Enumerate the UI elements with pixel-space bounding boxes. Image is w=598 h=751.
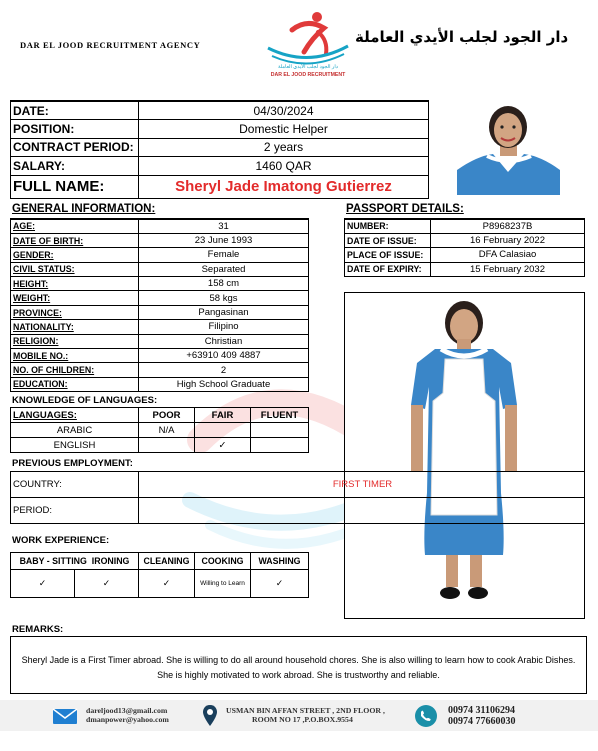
column-header: FAIR: [195, 408, 251, 423]
skill-value: ✓: [139, 570, 195, 598]
table-header-row: [11, 408, 309, 423]
full-name-row: [11, 175, 429, 198]
phone-number[interactable]: 00974 77660030: [448, 716, 516, 727]
field-label: PROVINCE:: [11, 305, 139, 319]
field-value: 16 February 2022: [431, 233, 585, 247]
language-fluent: [251, 438, 309, 453]
column-header: LANGUAGES:: [11, 408, 139, 423]
field-value: Christian: [139, 334, 309, 348]
summary-label: CONTRACT PERIOD:: [11, 138, 139, 157]
field-label: GENDER:: [11, 248, 139, 262]
remarks-line: Sheryl Jade is a First Timer abroad. She is willing to do all around household chores. She is also willing to learn how to cook Arabic Dishes.: [21, 655, 576, 665]
summary-row: [11, 138, 429, 157]
table-header-row: [11, 553, 309, 570]
table-row: [11, 377, 309, 391]
table-row: [345, 262, 585, 276]
field-label: NO. OF CHILDREN:: [11, 363, 139, 377]
full-body-photo: [344, 292, 585, 619]
agency-name-en: DAR EL JOOD RECRUITMENT AGENCY: [20, 40, 201, 50]
footer-email[interactable]: [86, 706, 169, 724]
column-header: CLEANING: [139, 553, 195, 570]
column-header: FLUENT: [251, 408, 309, 423]
language-poor: N/A: [139, 423, 195, 438]
table-row: [11, 320, 309, 334]
field-value: DFA Calasiao: [431, 248, 585, 262]
field-value: 2: [139, 363, 309, 377]
language-name: ENGLISH: [11, 438, 139, 453]
work-experience-table: [10, 552, 309, 598]
field-value: 31: [139, 219, 309, 233]
field-label: MOBILE NO.:: [11, 349, 139, 363]
field-value: +63910 409 4887: [139, 349, 309, 363]
column-header: POOR: [139, 408, 195, 423]
logo-text-ar: دار الجود لجلب الأيدي العاملة: [278, 64, 338, 70]
field-label: NUMBER:: [345, 219, 431, 233]
table-row: [11, 277, 309, 291]
full-name-label: FULL NAME:: [11, 175, 139, 198]
summary-label: POSITION:: [11, 120, 139, 139]
full-name-value: Sheryl Jade Imatong Gutierrez: [139, 175, 429, 198]
table-row: [345, 233, 585, 247]
table-row: [345, 219, 585, 233]
summary-table: [10, 100, 429, 199]
field-label: AGE:: [11, 219, 139, 233]
language-fair: ✓: [195, 438, 251, 453]
phone-number[interactable]: 00974 31106294: [448, 705, 515, 716]
field-label: WEIGHT:: [11, 291, 139, 305]
language-fair: [195, 423, 251, 438]
table-row: [11, 291, 309, 305]
table-row: [11, 262, 309, 276]
field-label: DATE OF ISSUE:: [345, 233, 431, 247]
skill-value: Willing to Learn: [195, 570, 251, 598]
field-label: CIVIL STATUS:: [11, 262, 139, 276]
phone-icon: [414, 704, 438, 728]
work-experience-title: WORK EXPERIENCE:: [12, 535, 110, 546]
portrait-photo: [457, 100, 560, 195]
general-info-table: [10, 218, 309, 392]
column-header: IRONING: [91, 556, 130, 566]
field-value: 58 kgs: [139, 291, 309, 305]
table-row: [11, 305, 309, 319]
logo-text-en: DAR EL JOOD RECRUITMENT: [270, 72, 346, 78]
field-label: NATIONALITY:: [11, 320, 139, 334]
skill-value: ✓: [11, 570, 75, 598]
agency-logo: [262, 8, 354, 66]
language-name: ARABIC: [11, 423, 139, 438]
email-secondary[interactable]: dmanpower@yahoo.com: [86, 715, 169, 724]
field-label: DATE OF EXPIRY:: [345, 262, 431, 276]
field-value: 158 cm: [139, 277, 309, 291]
table-row: [11, 248, 309, 262]
table-row: [11, 498, 585, 524]
table-row: [11, 438, 309, 453]
address-line: USMAN BIN AFFAN STREET , 2ND FLOOR ,: [226, 706, 385, 715]
summary-row: [11, 120, 429, 139]
location-pin-icon: [202, 704, 218, 728]
field-label: EDUCATION:: [11, 377, 139, 391]
language-poor: [139, 438, 195, 453]
field-value: 15 February 2032: [431, 262, 585, 276]
footer-phones[interactable]: [448, 705, 516, 727]
field-value: Female: [139, 248, 309, 262]
field-value: P8968237B: [431, 219, 585, 233]
field-value: High School Graduate: [139, 377, 309, 391]
remarks-title: REMARKS:: [12, 624, 64, 635]
agency-name-ar: دار الجود لجلب الأيدي العاملة: [355, 28, 569, 46]
general-info-title: GENERAL INFORMATION:: [12, 203, 156, 215]
previous-employment-table: [10, 471, 585, 524]
field-label: RELIGION:: [11, 334, 139, 348]
table-row: [345, 248, 585, 262]
footer-address: [226, 706, 385, 724]
table-row: [11, 233, 309, 247]
email-primary[interactable]: dareljood13@gmail.com: [86, 706, 168, 715]
summary-value: 1460 QAR: [139, 157, 429, 176]
field-value: 23 June 1993: [139, 233, 309, 247]
address-line: ROOM NO 17 ,P.O.BOX.9554: [252, 715, 353, 724]
field-value: Pangasinan: [139, 305, 309, 319]
skill-value: ✓: [75, 570, 139, 598]
country-value: FIRST TIMER: [139, 472, 585, 498]
skill-value: ✓: [251, 570, 309, 598]
table-row: [11, 363, 309, 377]
footer: [0, 700, 598, 731]
summary-value: Domestic Helper: [139, 120, 429, 139]
previous-employment-title: PREVIOUS EMPLOYMENT:: [12, 458, 133, 469]
languages-title: KNOWLEDGE OF LANGUAGES:: [12, 395, 158, 406]
header-pair: [11, 553, 139, 570]
table-row: [11, 472, 585, 498]
remarks-line: She is highly motivated to work abroad. She is trustworthy and reliable.: [157, 670, 440, 680]
summary-label: SALARY:: [11, 157, 139, 176]
summary-row: [11, 101, 429, 120]
table-row: [11, 334, 309, 348]
column-header: COOKING: [195, 553, 251, 570]
field-label: HEIGHT:: [11, 277, 139, 291]
field-label: DATE OF BIRTH:: [11, 233, 139, 247]
summary-row: [11, 157, 429, 176]
field-value: Separated: [139, 262, 309, 276]
field-label: PLACE OF ISSUE:: [345, 248, 431, 262]
passport-table: [344, 218, 585, 277]
table-row: [11, 219, 309, 233]
period-value: [139, 498, 585, 524]
summary-value: 2 years: [139, 138, 429, 157]
mail-icon: [52, 706, 78, 726]
passport-title: PASSPORT DETAILS:: [346, 203, 464, 215]
field-value: Filipino: [139, 320, 309, 334]
summary-value: 04/30/2024: [139, 101, 429, 120]
country-label: COUNTRY:: [11, 472, 139, 498]
period-label: PERIOD:: [11, 498, 139, 524]
table-row: [11, 423, 309, 438]
table-row: [11, 570, 309, 598]
languages-table: [10, 407, 309, 453]
remarks-box: [10, 636, 587, 694]
language-fluent: [251, 423, 309, 438]
column-header: BABY - SITTING: [19, 556, 87, 566]
table-row: [11, 349, 309, 363]
summary-label: DATE:: [11, 101, 139, 120]
column-header: WASHING: [251, 553, 309, 570]
